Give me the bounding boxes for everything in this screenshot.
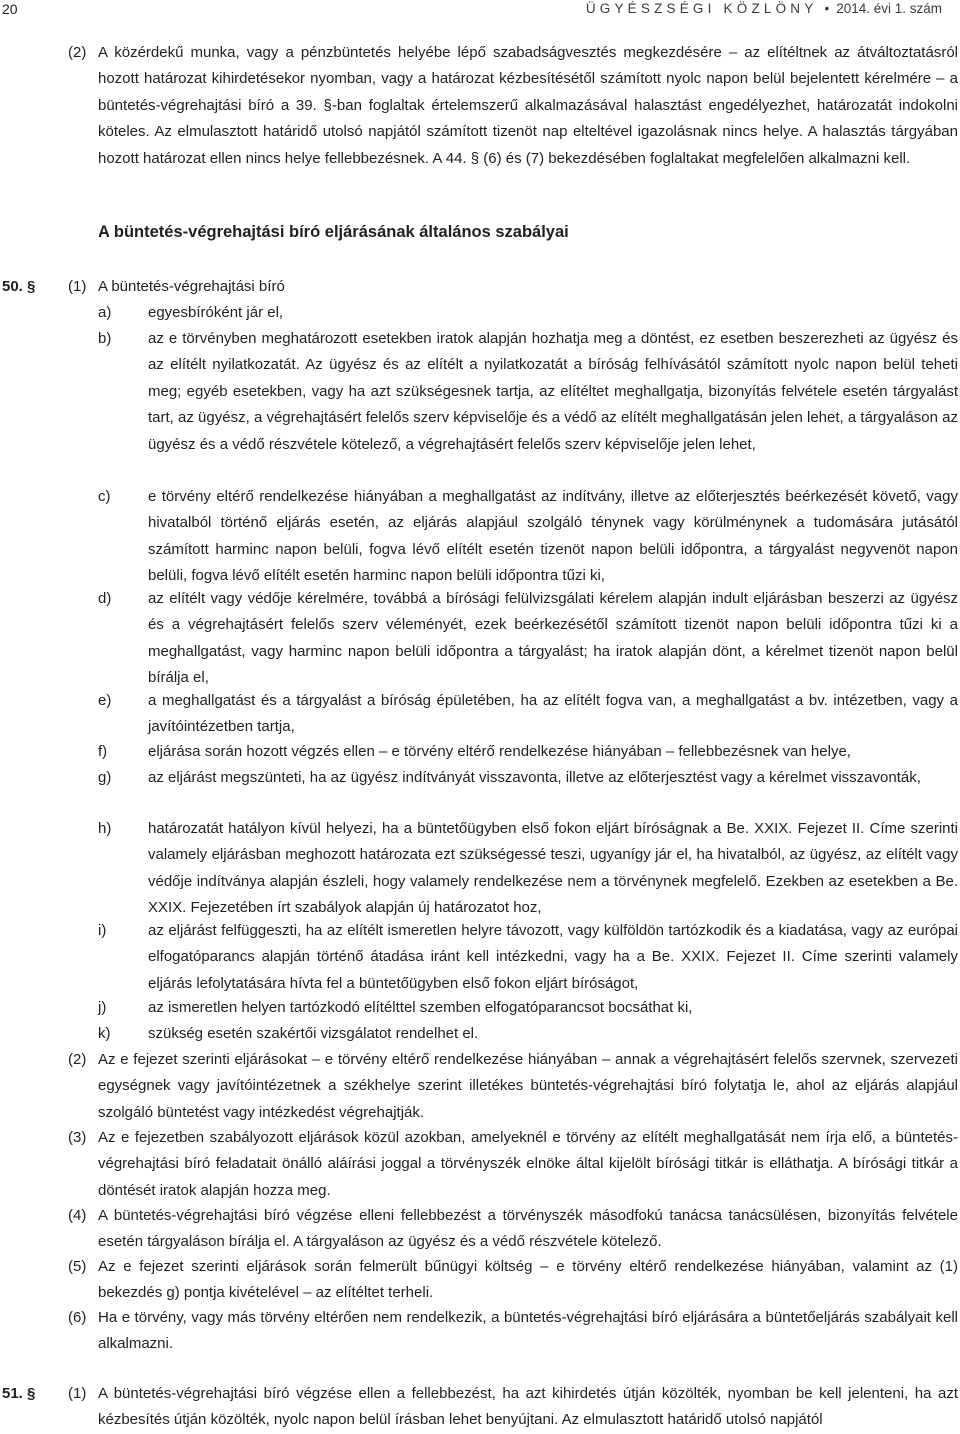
- subsection-number: (3): [68, 1129, 87, 1146]
- list-item-text: eljárása során hozott végzés ellen – e törvény eltérő rendelkezése hiányában – fellebbezésnek van helye,: [148, 743, 851, 760]
- list-item: [98, 1021, 958, 1047]
- list-item: [98, 688, 958, 741]
- subsection: [68, 1047, 958, 1126]
- list-item-text: az ismeretlen helyen tartózkodó elítélttel szemben elfogatóparancsot bocsáthat ki,: [148, 999, 693, 1016]
- list-item-text: határozatát hatályon kívül helyezi, ha a büntetőügyben első fokon eljárt bíróságnak a Be. XXIX. Fejezet II. Címe szerinti valamely eljárásban meghozott határozata ezt szükségessé teszi, ugyanígy jár el, ha hivatalból, az ügyész, az elítélt vagy védője indítványa alapján észleli, hogy valamely rendelkezése nem a törvénynek megfelelő. Ezekben az esetekben a Be. XXIX. Fejezetében írt szabályok alapján új határozatot hoz,: [148, 820, 958, 917]
- list-item: [98, 765, 958, 791]
- subsection-number: (2): [68, 1051, 87, 1068]
- list-item-label: g): [98, 769, 112, 786]
- section-heading: A büntetés-végrehajtási bíró eljárásának általános szabályai: [98, 223, 569, 241]
- list-item: [98, 739, 958, 765]
- list-item-label: h): [98, 820, 112, 837]
- list-item-text: az elítélt vagy védője kérelmére, továbbá a bírósági felülvizsgálati kérelem alapján indult eljárásban beszerzi az ügyész és a végrehajtásért felelős szerv véleményét, ezek beérkezésétől számított tizenöt napon belüli időpontra tűzi ki a meghallgatást, vagy harminc napon belüli időpontra a tárgyalást; ha iratok alapján dönt, a kérelmet tizenöt napon belül bírálja el,: [148, 590, 958, 687]
- subsection: [68, 1125, 958, 1204]
- subsection: [68, 1254, 958, 1307]
- list-item-label: c): [98, 488, 111, 505]
- subsection-number: (4): [68, 1207, 87, 1224]
- gazette-name: ÜGYÉSZSÉGI KÖZLÖNY: [585, 1, 818, 16]
- subsection-text: Az e fejezet szerinti eljárások során felmerült bűnügyi költség – e törvény eltérő rendelkezése hiányában, valamint az (1) bekezdés g) pontja kivételével – az elítéltet terheli.: [98, 1258, 958, 1302]
- list-item-text: egyesbíróként jár el,: [148, 304, 284, 321]
- subsection: [68, 1381, 958, 1434]
- subsection-text: Az e fejezetben szabályozott eljárások közül azokban, amelyeknél e törvény az elítélt meghallgatását nem írja elő, a büntetés-végrehajtási bíró feladatait önálló aláírási joggal a törvényszék elnöke által kijelölt bírósági titkár is elláthatja. A bírósági titkár a döntését iratok alapján hozza meg.: [98, 1129, 958, 1199]
- list-item-text: az eljárást megszünteti, ha az ügyész indítványát visszavonta, illetve az előterjesztést vagy a kérelmet visszavonták,: [148, 769, 921, 786]
- list-item-label: b): [98, 330, 112, 347]
- subsection-number: (5): [68, 1258, 87, 1275]
- list-item-label: j): [98, 999, 107, 1016]
- running-header: [0, 0, 960, 22]
- list-item-text: szükség esetén szakértői vizsgálatot rendelhet el.: [148, 1025, 479, 1042]
- list-item: [98, 300, 958, 326]
- subsection-number: (1): [68, 1385, 87, 1402]
- paragraph-number: (2): [68, 44, 87, 61]
- page-number: 20: [2, 1, 18, 17]
- list-item-text: az eljárást felfüggeszti, ha az elítélt ismeretlen helyre távozott, vagy külföldön tartózkodik és a kiadatása, vagy az európai elfogatóparancs alapján történő átadása iránt kell intézkedni, vagy ha a Be. XXIX. Fejezet II. Címe szerinti valamely eljárás lefolytatására hívta fel a büntetőügyben első fokon eljárt bíróságot,: [148, 922, 958, 992]
- list-item-label: d): [98, 590, 112, 607]
- subsection-text: Ha e törvény, vagy más törvény eltérően nem rendelkezik, a büntetés-végrehajtási bíró eljárására a büntetőeljárás szabályait kell alkalmazni.: [98, 1309, 958, 1353]
- subsection-text: A büntetés-végrehajtási bíró végzése elleni fellebbezést a törvényszék másodfokú tanácsa tanácsülésen, bizonyítás felvétele esetén tárgyaláson bírálja el. A tárgyaláson az ügyész és a védő részvétele kötelező.: [98, 1207, 958, 1251]
- list-item-label: a): [98, 304, 112, 321]
- subsection-text: A büntetés-végrehajtási bíró végzése ellen a fellebbezést, ha azt kihirdetés útján közölték, nyomban be kell jelenteni, ha azt kézbesítés útján közölték, nyolc napon belül írásban lehet benyújtani. Az elmulasztott határidő utolsó napjától: [98, 1385, 958, 1429]
- list-item: [98, 995, 958, 1021]
- section-number: 50. §: [2, 278, 36, 295]
- issue-label: 2014. évi 1. szám: [836, 1, 942, 16]
- top-paragraph: [68, 40, 958, 172]
- list-item-text: az e törvényben meghatározott esetekben iratok alapján hozhatja meg a döntést, ez esetben beszerezheti az ügyész és az elítélt nyilatkozatát. Az ügyész és az elítélt a nyilatkozatát a bíróság felhívásától számított nyolc napon belül teheti meg; egyéb esetekben, vagy ha azt szükségesnek tartja, az elítéltet meghallgatja, bizonyítás felvétele esetén tárgyalást tart, az ügyész, a végrehajtásért felelős szerv képviselője és a védő az elítélt meghallgatásán jelen lehet, a tárgyaláson az ügyész és a védő részvétele kötelező, a végrehajtásért felelős szerv képviselője jelen lehet,: [148, 330, 958, 453]
- list-item-label: f): [98, 743, 108, 760]
- subsection-text: Az e fejezet szerinti eljárásokat – e törvény eltérő rendelkezése hiányában – annak a végrehajtásért felelős szervnek, szervezeti egységnek vagy javítóintézetnek a székhelye szerint illetékes büntetés-végrehajtási bíró folytatja le, ahol az eljárás alapjául szolgáló büntetést vagy intézkedést végrehajtják.: [98, 1051, 958, 1121]
- list-item: [98, 326, 958, 458]
- list-item-label: e): [98, 692, 112, 709]
- subsection: [68, 1203, 958, 1256]
- list-item: [98, 918, 958, 997]
- list-item-text: a meghallgatást és a tárgyalást a bíróság épületében, ha az elítélt fogva van, a meghallgatást a bv. intézetben, vagy a javítóintézetben tartja,: [148, 692, 958, 736]
- subsection: [68, 1305, 958, 1358]
- subsection-number: (6): [68, 1309, 87, 1326]
- list-item-label: i): [98, 922, 107, 939]
- subsection-number: (1): [68, 278, 87, 295]
- list-item: [98, 484, 958, 590]
- running-title: [586, 1, 942, 16]
- list-item-text: e törvény eltérő rendelkezése hiányában a meghallgatást az indítvány, illetve az előterjesztés beérkezését követő, vagy hivatalból történő eljárás esetén, az eljárás alapjául szolgáló ténynek vagy körülménynek a tudomására jutásától számított harminc napon belüli, fogva lévő elítélt esetén tizenöt napon belüli időpontra, a tárgyalást negyvenöt napon belüli, fogva lévő elítélt esetén harminc napon belüli időpontra tűzi ki,: [148, 488, 958, 585]
- section-number: 51. §: [2, 1385, 36, 1402]
- list-item: [98, 586, 958, 692]
- paragraph-text: A közérdekű munka, vagy a pénzbüntetés helyébe lépő szabadságvesztés megkezdésére – az elítéltnek az átváltoztatásról hozott határozat kihirdetésekor nyomban, vagy a határozat kézbesítésétől számított nyolc napon belül bejelentett kérelmére – a büntetés-végrehajtási bíró a 39. §-ban foglaltak értelemszerű alkalmazásával halasztást engedélyezhet, határozatát indokolni köteles. Az elmulasztott határidő utolsó napjától számított tizenöt nap elteltével igazolásnak nincs helye. A halasztás tárgyában hozott határozat ellen nincs helye fellebbezésnek. A 44. § (6) és (7) bekezdésében foglaltakat megfelelően alkalmazni kell.: [98, 44, 958, 167]
- section-lead-text: A büntetés-végrehajtási bíró: [98, 278, 285, 295]
- separator-bullet-icon: •: [824, 1, 830, 16]
- list-item: [98, 816, 958, 922]
- list-item-label: k): [98, 1025, 111, 1042]
